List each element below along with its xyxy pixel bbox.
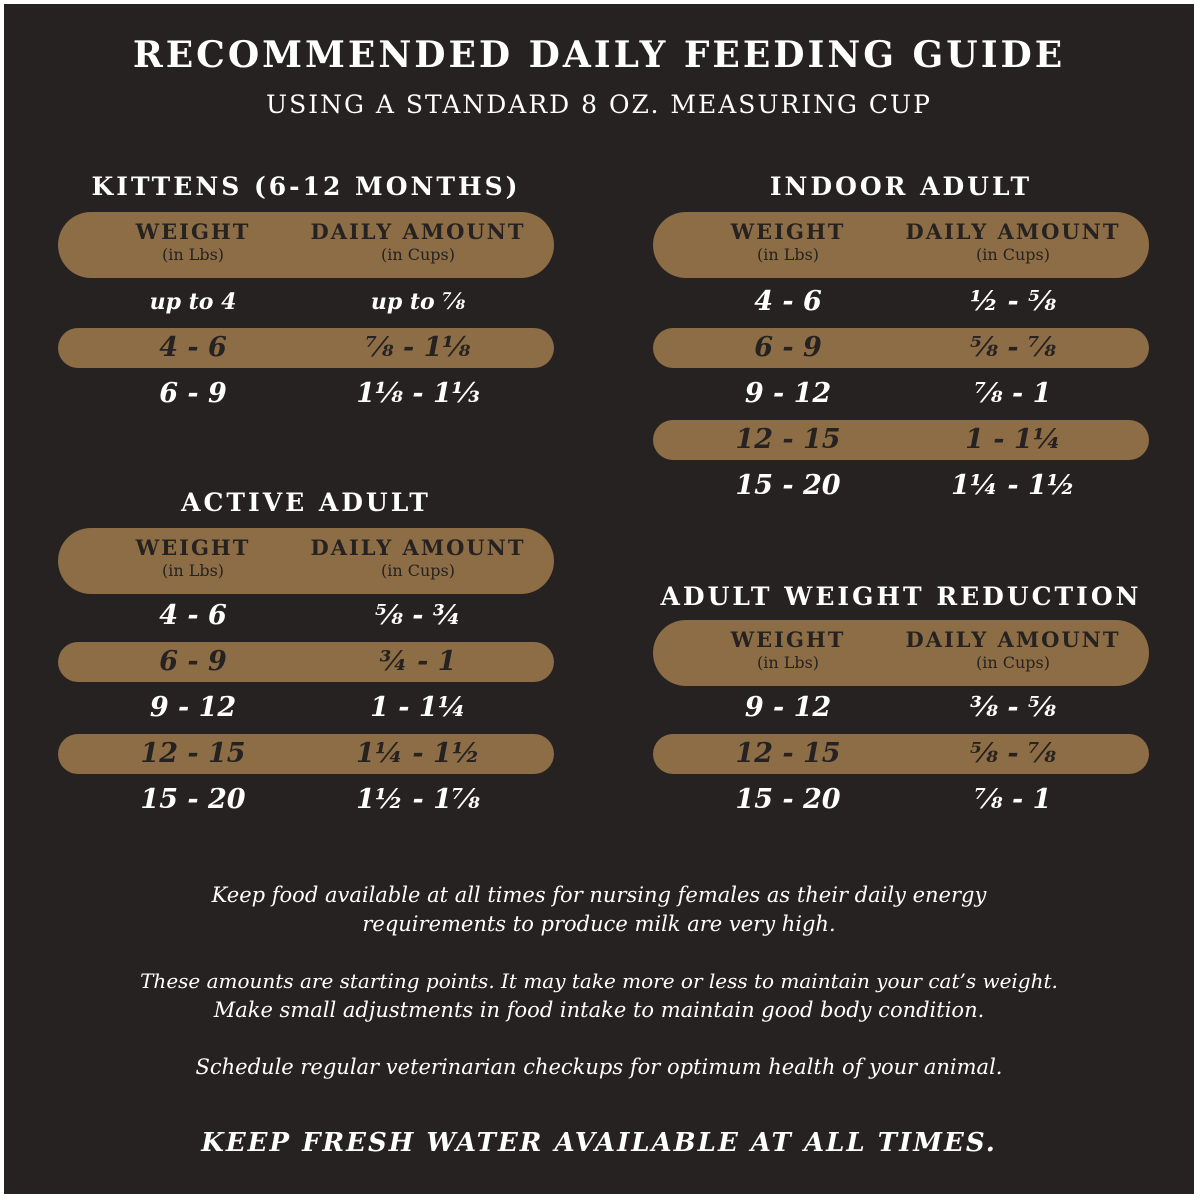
amount-column-header xyxy=(298,535,538,581)
amount-column-header xyxy=(893,627,1133,673)
amount-unit: (in Cups) xyxy=(976,245,1050,264)
table-row xyxy=(653,420,1149,460)
table-row xyxy=(58,596,554,636)
weight-cell: 12 - 15 xyxy=(735,424,841,455)
amount-cell: ⅝ - ¾ xyxy=(374,600,462,631)
table-row xyxy=(58,780,554,820)
weight-unit: (in Lbs) xyxy=(756,245,820,264)
weight-cell: 9 - 12 xyxy=(744,692,832,723)
amount-cell: 1¼ - 1½ xyxy=(356,738,480,769)
fresh-water-note: KEEP FRESH WATER AVAILABLE AT ALL TIMES. xyxy=(201,1128,997,1158)
table-row xyxy=(58,688,554,728)
weight-reduction-title: ADULT WEIGHT REDUCTION xyxy=(660,582,1142,611)
active-adult-title: ACTIVE ADULT xyxy=(181,488,431,517)
active-adult-section xyxy=(58,488,554,818)
table-row xyxy=(58,328,554,368)
weight-reduction-section xyxy=(653,582,1149,822)
amount-cell: ¾ - 1 xyxy=(379,646,457,677)
weight-unit: (in Lbs) xyxy=(756,653,820,672)
weight-column-header xyxy=(98,535,288,581)
weight-column-header xyxy=(693,219,883,265)
amount-cell: ⅝ - ⅞ xyxy=(970,332,1056,363)
weight-cell: 15 - 20 xyxy=(140,784,246,815)
weight-cell: 6 - 9 xyxy=(159,378,227,409)
amount-cell: up to ⅞ xyxy=(370,289,466,315)
weight-column-header xyxy=(98,219,288,265)
indoor-adult-header xyxy=(653,212,1149,278)
nursing-note-line-1: Keep food available at all times for nursing females as their daily energy xyxy=(211,883,987,907)
table-row xyxy=(653,780,1149,820)
starting-point-note-line-2: Make small adjustments in food intake to maintain good body condition. xyxy=(213,998,985,1022)
starting-point-note-line-1: These amounts are starting points. It may take more or less to maintain your cat’s weight. xyxy=(140,969,1058,993)
weight-cell: 4 - 6 xyxy=(159,332,227,363)
weight-cell: 12 - 15 xyxy=(140,738,246,769)
table-row xyxy=(653,688,1149,728)
amount-label: DAILY AMOUNT xyxy=(905,219,1121,244)
table-row xyxy=(653,282,1149,322)
amount-cell: ⅝ - ⅞ xyxy=(970,738,1056,769)
vet-checkup-note: Schedule regular veterinarian checkups for optimum health of your animal. xyxy=(195,1055,1003,1079)
weight-unit: (in Lbs) xyxy=(161,245,225,264)
weight-cell: 6 - 9 xyxy=(754,332,822,363)
amount-label: DAILY AMOUNT xyxy=(310,535,526,560)
amount-cell: 1 - 1¼ xyxy=(965,424,1061,455)
table-row xyxy=(653,466,1149,506)
amount-cell: 1½ - 1⅞ xyxy=(356,784,480,815)
amount-unit: (in Cups) xyxy=(381,561,455,580)
amount-cell: ½ - ⅝ xyxy=(969,286,1057,317)
indoor-adult-title: INDOOR ADULT xyxy=(769,172,1033,201)
amount-unit: (in Cups) xyxy=(976,653,1050,672)
table-row xyxy=(58,282,554,322)
weight-cell: 9 - 12 xyxy=(744,378,832,409)
weight-cell: 4 - 6 xyxy=(754,286,822,317)
amount-unit: (in Cups) xyxy=(381,245,455,264)
table-row xyxy=(58,642,554,682)
weight-cell: 9 - 12 xyxy=(149,692,237,723)
weight-cell: 15 - 20 xyxy=(735,784,841,815)
amount-cell: ⅞ - 1 xyxy=(974,378,1052,409)
weight-label: WEIGHT xyxy=(135,219,251,244)
amount-cell: 1 - 1¼ xyxy=(370,692,466,723)
weight-label: WEIGHT xyxy=(135,535,251,560)
amount-label: DAILY AMOUNT xyxy=(905,627,1121,652)
amount-label: DAILY AMOUNT xyxy=(310,219,526,244)
weight-cell: 4 - 6 xyxy=(159,600,227,631)
table-row xyxy=(58,374,554,414)
active-adult-header xyxy=(58,528,554,594)
page-title: RECOMMENDED DAILY FEEDING GUIDE xyxy=(132,34,1066,76)
feeding-guide-panel xyxy=(4,4,1194,1194)
table-row xyxy=(58,734,554,774)
weight-cell: 15 - 20 xyxy=(735,470,841,501)
table-row xyxy=(653,734,1149,774)
weight-cell: 6 - 9 xyxy=(159,646,227,677)
nursing-note-line-2: requirements to produce milk are very high. xyxy=(362,912,836,936)
amount-cell: ⅞ - 1⅛ xyxy=(365,332,471,363)
page-subtitle: USING A STANDARD 8 OZ. MEASURING CUP xyxy=(266,90,932,119)
kittens-section xyxy=(58,172,554,409)
weight-label: WEIGHT xyxy=(730,219,846,244)
weight-unit: (in Lbs) xyxy=(161,561,225,580)
weight-reduction-header xyxy=(653,620,1149,686)
weight-column-header xyxy=(693,627,883,673)
kittens-title: KITTENS (6-12 MONTHS) xyxy=(91,172,521,201)
amount-cell: ⅜ - ⅝ xyxy=(970,692,1056,723)
weight-label: WEIGHT xyxy=(730,627,846,652)
amount-cell: 1⅛ - 1⅓ xyxy=(356,378,480,409)
weight-cell: up to 4 xyxy=(149,289,237,315)
amount-cell: ⅞ - 1 xyxy=(974,784,1052,815)
indoor-adult-section xyxy=(653,172,1149,502)
amount-column-header xyxy=(893,219,1133,265)
table-row xyxy=(653,374,1149,414)
kittens-header xyxy=(58,212,554,278)
amount-column-header xyxy=(298,219,538,265)
weight-cell: 12 - 15 xyxy=(735,738,841,769)
amount-cell: 1¼ - 1½ xyxy=(951,470,1075,501)
table-row xyxy=(653,328,1149,368)
